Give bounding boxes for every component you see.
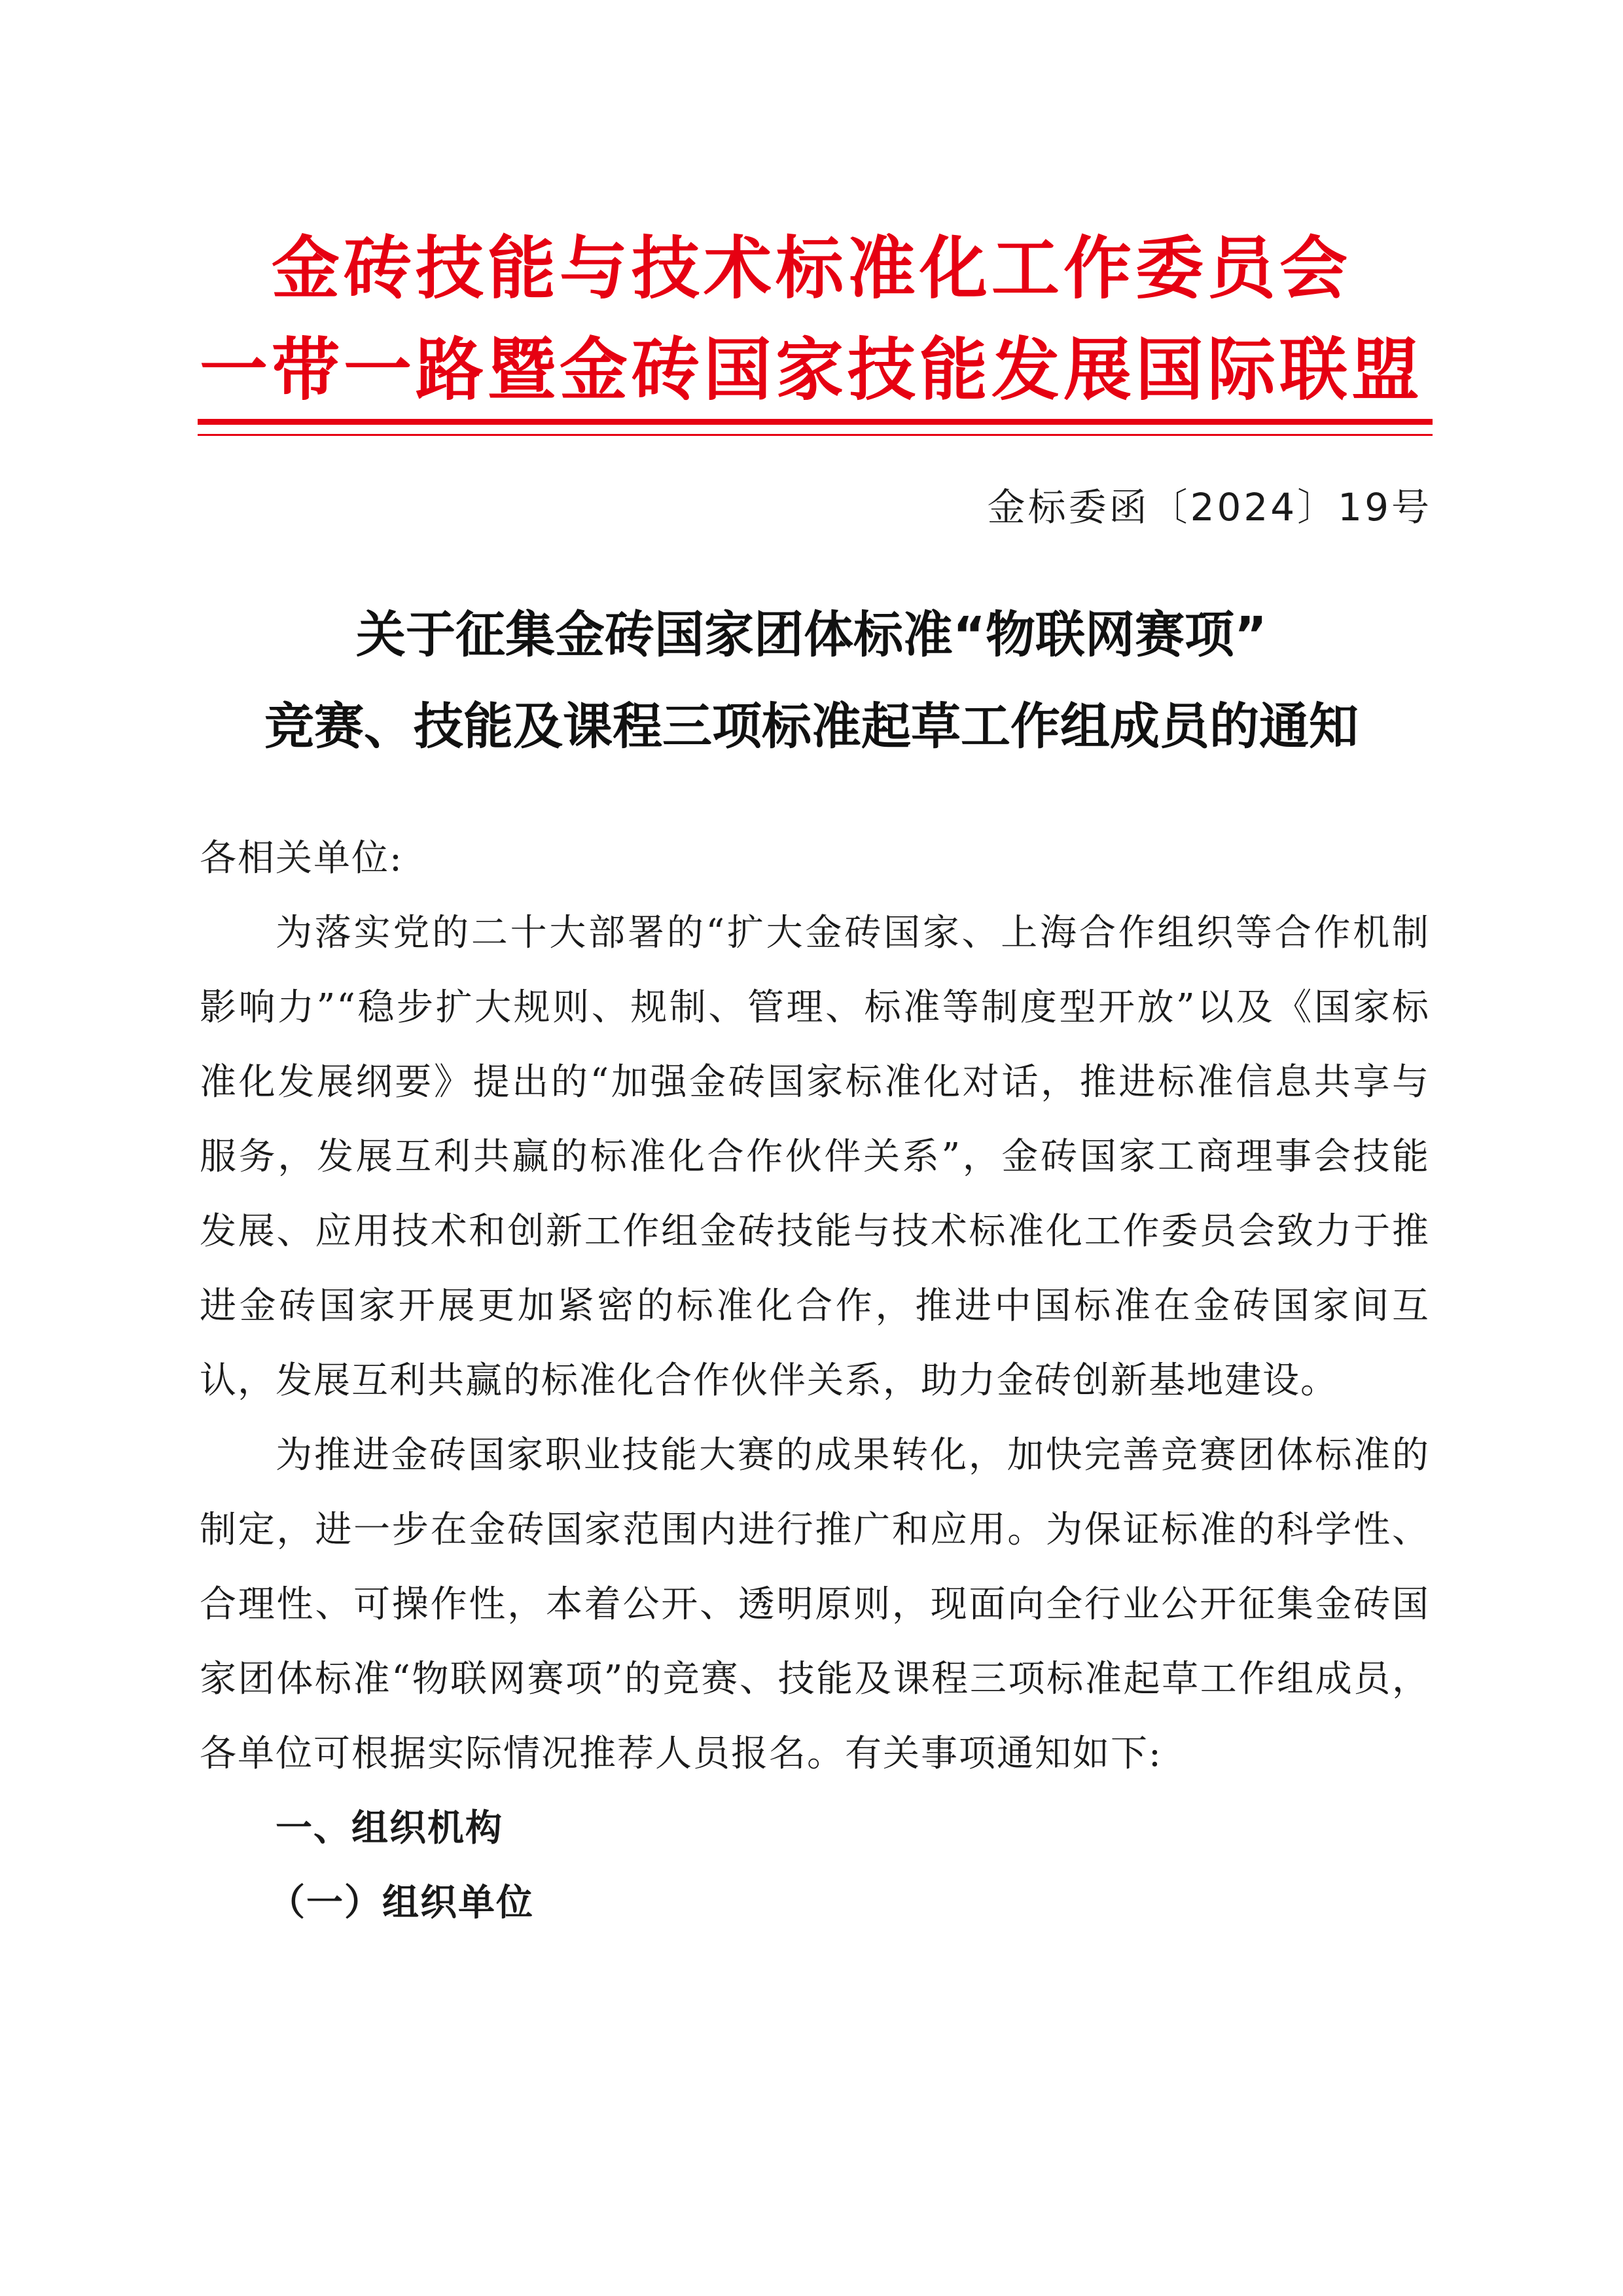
salutation: 各相关单位: (200, 837, 403, 880)
letterhead-rule-thick (198, 419, 1433, 425)
body-paragraph-1: 为落实党的二十大部署的“扩大金砖国家、上海合作组织等合作机制影响力”“稳步扩大规则、规制、管理、标准等制度型开放”以及《国家标准化发展纲要》提出的“加强金砖国家标准化对话，推进标准信息共享与服务，发展互利共赢的标准化合作伙伴关系”，金砖国家工商理事会技能发展、应用技术和创新工作组金砖技能与技术标准化工作委员会致力于推进金砖国家开展更加紧密的标准化合作，推进中国标准在金砖国家间互认，发展互利共赢的标准化合作伙伴关系，助力金砖创新基地建设。 (200, 912, 1430, 1402)
letterhead-line-2: 一带一路暨金砖国家技能发展国际联盟 (199, 330, 1423, 410)
notice-title-line-2: 竞赛、技能及课程三项标准起草工作组成员的通知 (264, 697, 1359, 755)
notice-title-line-1: 关于征集金砖国家团体标准“物联网赛项” (356, 605, 1267, 664)
body-paragraph-2: 为推进金砖国家职业技能大赛的成果转化，加快完善竞赛团体标准的制定，进一步在金砖国家范围内进行推广和应用。为保证标准的科学性、合理性、可操作性，本着公开、透明原则，现面向全行业公开征集金砖国家团体标准“物联网赛项”的竞赛、技能及课程三项标准起草工作组成员，各单位可根据实际情况推荐人员报名。有关事项通知如下: (200, 1434, 1430, 1775)
notice-body (200, 821, 1430, 1941)
letterhead-line-1: 金砖技能与技术标准化工作委员会 (271, 228, 1351, 308)
section-heading: 一、组织机构 (276, 1807, 503, 1850)
subsection-heading: （一）组织单位 (268, 1882, 534, 1924)
document-number: 金标委函〔2024〕19号 (987, 485, 1432, 529)
letterhead-rule-thin (198, 434, 1433, 436)
